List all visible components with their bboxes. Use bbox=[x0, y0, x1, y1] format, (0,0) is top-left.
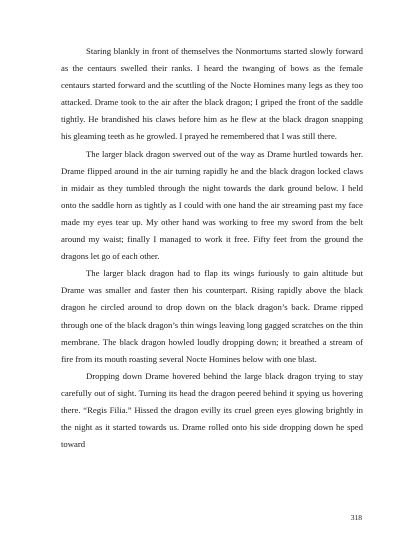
paragraph-4: Dropping down Drame hovered behind the large black dragon trying to stay carefully out of sight. Turning its head the dragon peered behind it spying us hovering there. “Regis Filia.” Hissed the dragon evilly its cruel green eyes glowing brightly in the night as it started towards us. Drame rolled onto his side dropping down he sped toward bbox=[61, 370, 363, 450]
page-number: 318 bbox=[350, 513, 362, 522]
paragraph-1: Staring blankly in front of themselves the Nonmortums started slowly forward as the centaurs swelled their ranks. I heard the twanging of bows as the female centaurs started forward and the scuttling of the Nocte Homines many legs as they too attacked. Drame took to the air after the black dragon; I griped the front of the saddle tightly. He brandished his claws before him as he flew at the black dragon snapping his gleaming teeth as he growled. I prayed he remembered that I was still there. bbox=[61, 46, 363, 142]
paragraph-3: The larger black dragon had to flap its wings furiously to gain altitude but Drame was smaller and faster then his counterpart. Rising rapidly above the black dragon he circled around to drop down on the black dragon’s back. Drame ripped through one of the black dragon’s thin wings leaving long gagged scratches on the thin membrane. The black dragon howled loudly dropping down; it breathed a stream of fire from its mouth roasting several Nocte Homines below with one blast. bbox=[61, 268, 363, 364]
paragraph-2: The larger black dragon swerved out of the way as Drame hurtled towards her. Drame flipped around in the air turning rapidly he and the black dragon locked claws in midair as they tumbled through the night towards the dark ground below. I held onto the saddle horn as tightly as I could with one hand the air streaming past my face made my eyes tear up. My other hand was working to free my sword from the belt around my waist; finally I managed to work it free. Fifty feet from the ground the dragons let go of each other. bbox=[61, 148, 363, 262]
body-text bbox=[61, 43, 363, 453]
